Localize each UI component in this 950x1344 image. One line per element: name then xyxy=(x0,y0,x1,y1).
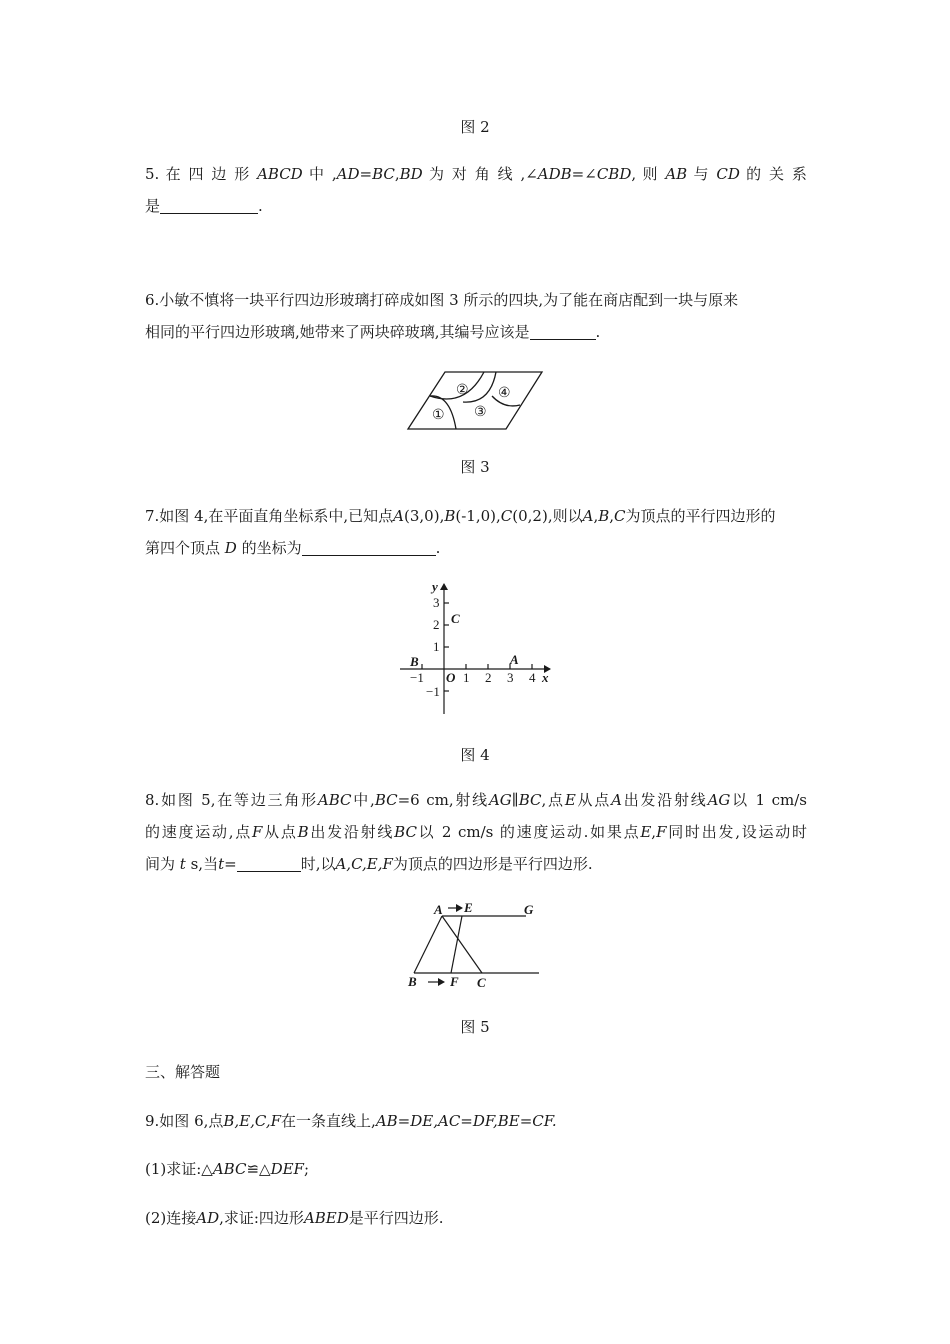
answer-blank[interactable] xyxy=(237,855,301,872)
piece-label-1: ① xyxy=(432,408,445,423)
question-7 xyxy=(145,500,807,564)
origin-label: O xyxy=(446,670,456,685)
q9-semicolon: ; xyxy=(303,1160,310,1178)
x-tick-label: 4 xyxy=(529,670,536,685)
q9-triangle-def: DEF xyxy=(270,1160,304,1178)
q9-triangle-abc: ABC xyxy=(212,1160,247,1178)
x-tick-label: 2 xyxy=(485,670,492,685)
piece-label-4: ④ xyxy=(498,386,511,401)
question-8 xyxy=(145,784,807,880)
q8-text: 从点 xyxy=(262,823,298,841)
q8-point-e: E xyxy=(564,791,576,809)
q7-point-a: A xyxy=(582,507,594,525)
q8-bc: BC xyxy=(394,823,417,841)
point-b-label: B xyxy=(408,974,417,989)
q7-point-c: C xyxy=(500,507,513,525)
q5-text: 在 四 边 形 xyxy=(165,165,251,183)
x-tick-label: 3 xyxy=(507,670,514,685)
q8-ag: AG xyxy=(707,791,731,809)
q7-text: 第四个顶点 xyxy=(145,539,221,557)
answer-blank[interactable] xyxy=(160,197,258,214)
question-5-line-2 xyxy=(145,190,807,222)
segment-ef xyxy=(451,916,462,973)
q9-congruent: ≌△ xyxy=(246,1160,271,1178)
point-g-label: G xyxy=(524,902,534,917)
y-tick-label: 1 xyxy=(433,639,440,654)
q7-text: 7.如图 4,在平面直角坐标系中,已知点 xyxy=(145,507,394,525)
question-8-line-2 xyxy=(145,816,807,848)
q8-bc: BC xyxy=(374,791,398,809)
question-6-line-2 xyxy=(145,316,807,348)
q8-text: 从点 xyxy=(575,791,612,809)
q5-text: 与 xyxy=(693,165,711,183)
question-6-line-1: 6.小敏不慎将一块平行四边形玻璃打碎成如图 3 所示的四块,为了能在商店配到一块与原来 xyxy=(145,291,739,309)
q5-text: 的 关 系 xyxy=(746,165,807,183)
q9-ad: AD xyxy=(196,1209,220,1227)
q8-text: 的速度运动,点 xyxy=(145,823,252,841)
x-axis-label: x xyxy=(542,670,549,685)
q8-text: 为顶点的四边形是平行四边形. xyxy=(392,855,593,873)
q5-text: , 则 xyxy=(631,165,659,183)
question-8-line-3 xyxy=(145,848,807,880)
answer-blank[interactable] xyxy=(530,323,596,340)
point-f-label: F xyxy=(450,974,459,989)
q9-text: 9.如图 6,点 xyxy=(145,1112,224,1130)
q8-equals: = xyxy=(224,855,237,873)
q7-point-b: B xyxy=(598,507,610,525)
q8-text: 同时出发,设运动时 xyxy=(666,823,807,841)
question-9 xyxy=(145,1105,807,1137)
q6-text: 相同的平行四边形玻璃,她带来了两块碎玻璃,其编号应该是 xyxy=(145,323,530,341)
q8-text: 出发沿射线 xyxy=(621,791,708,809)
q7-text: 为顶点的平行四边形的 xyxy=(625,507,776,525)
q9-points: B,E,C,F xyxy=(223,1112,282,1130)
question-6 xyxy=(145,284,807,348)
q8-point-a: A xyxy=(611,791,622,809)
q5-bd: BD xyxy=(399,165,423,183)
y-tick-label: −1 xyxy=(426,684,440,699)
q9-text: (1)求证:△ xyxy=(145,1160,213,1178)
figure-2-caption: 图 2 xyxy=(460,118,490,136)
q5-angles: ∠ADB=∠CBD xyxy=(525,165,632,183)
q7-end: . xyxy=(435,539,441,557)
q8-text: 以 1 cm/s xyxy=(730,791,807,809)
piece-label-2: ② xyxy=(456,383,469,398)
q5-cd: CD xyxy=(716,165,740,183)
q5-quad: ABCD xyxy=(257,165,303,183)
q8-point-f: F xyxy=(251,823,263,841)
q8-text: 间为 xyxy=(145,855,176,873)
q5-text: 是 xyxy=(145,197,161,215)
q7-coord: (3,0), xyxy=(404,507,445,525)
q8-text: 8.如图 5,在等边三角形 xyxy=(145,791,318,809)
q8-comma: , xyxy=(651,823,657,841)
q9-text: (2)连接 xyxy=(145,1209,197,1227)
figure-4-coordinate-plane xyxy=(396,578,556,718)
q7-coord: (0,2),则以 xyxy=(512,507,583,525)
q8-text: 出发沿射线 xyxy=(308,823,395,841)
y-axis-label: y xyxy=(432,579,438,594)
q7-point-c: C xyxy=(614,507,626,525)
section-heading: 三、解答题 xyxy=(145,1063,221,1081)
q7-text: 的坐标为 xyxy=(241,539,302,557)
q5-ab: AB xyxy=(665,165,688,183)
q9-text: 在一条直线上, xyxy=(281,1112,376,1130)
question-8-line-1 xyxy=(145,784,807,816)
question-5 xyxy=(145,158,807,222)
point-a-label: A xyxy=(510,652,519,667)
side-ac xyxy=(442,916,482,973)
x-tick-label: 1 xyxy=(463,670,470,685)
q8-text: s,当 xyxy=(190,855,219,873)
q8-points: A,C,E,F xyxy=(335,855,393,873)
q7-point-d: D xyxy=(224,539,237,557)
q8-bc: BC xyxy=(518,791,542,809)
q9-text: 是平行四边形. xyxy=(348,1209,444,1227)
point-e-label: E xyxy=(464,900,473,915)
q8-t: t xyxy=(218,855,225,873)
q5-end: . xyxy=(258,197,263,215)
point-b-label: B xyxy=(410,654,419,669)
q8-text: ,点 xyxy=(541,791,565,809)
point-c-label: C xyxy=(477,975,486,990)
q5-comma: , xyxy=(394,165,400,183)
question-7-line-2 xyxy=(145,532,807,564)
figure-4-caption: 图 4 xyxy=(460,746,490,764)
figure-5-diagram xyxy=(404,896,554,992)
q8-point-b: B xyxy=(297,823,309,841)
question-7-line-1 xyxy=(145,500,807,532)
answer-blank[interactable] xyxy=(302,539,436,556)
q8-text: 时,以 xyxy=(300,855,336,873)
q8-text: 以 2 cm/s 的速度运动.如果点 xyxy=(416,823,641,841)
figure-3-diagram xyxy=(400,364,550,436)
q8-triangle: ABC xyxy=(317,791,352,809)
q6-end: . xyxy=(595,323,601,341)
q8-parallel: ∥ xyxy=(511,791,519,809)
q5-text: 中 , xyxy=(309,165,337,183)
point-c-label: C xyxy=(451,611,460,626)
figure-5-caption: 图 5 xyxy=(460,1018,490,1036)
q9-quad-abed: ABED xyxy=(303,1209,349,1227)
q8-point-e: E xyxy=(640,823,652,841)
point-a-label: A xyxy=(434,902,443,917)
question-9-part-2 xyxy=(145,1202,807,1234)
q5-ad-bc: AD=BC xyxy=(336,165,395,183)
q8-t: t xyxy=(179,855,186,873)
q5-number: 5. xyxy=(145,165,160,183)
side-ab xyxy=(414,916,442,973)
q9-equations: AB=DE,AC=DF,BE=CF. xyxy=(375,1112,557,1130)
q7-point-b: B xyxy=(444,507,456,525)
question-5-line-1 xyxy=(145,158,807,190)
y-tick-label: 2 xyxy=(433,617,440,632)
question-9-part-1 xyxy=(145,1153,807,1185)
q8-point-f: F xyxy=(656,823,667,841)
q8-text: =6 cm,射线 xyxy=(397,791,489,809)
q7-coord: (-1,0), xyxy=(455,507,501,525)
piece-label-3: ③ xyxy=(474,405,487,420)
q8-text: 中, xyxy=(351,791,375,809)
q7-point-a: A xyxy=(393,507,405,525)
y-tick-label: 3 xyxy=(433,595,440,610)
q7-comma: , xyxy=(609,507,615,525)
figure-3-caption: 图 3 xyxy=(460,458,490,476)
q9-text: ,求证:四边形 xyxy=(219,1209,304,1227)
x-tick-label: −1 xyxy=(410,670,424,685)
q8-ag: AG xyxy=(488,791,512,809)
q7-comma: , xyxy=(593,507,599,525)
q5-text: 为 对 角 线 , xyxy=(429,165,526,183)
